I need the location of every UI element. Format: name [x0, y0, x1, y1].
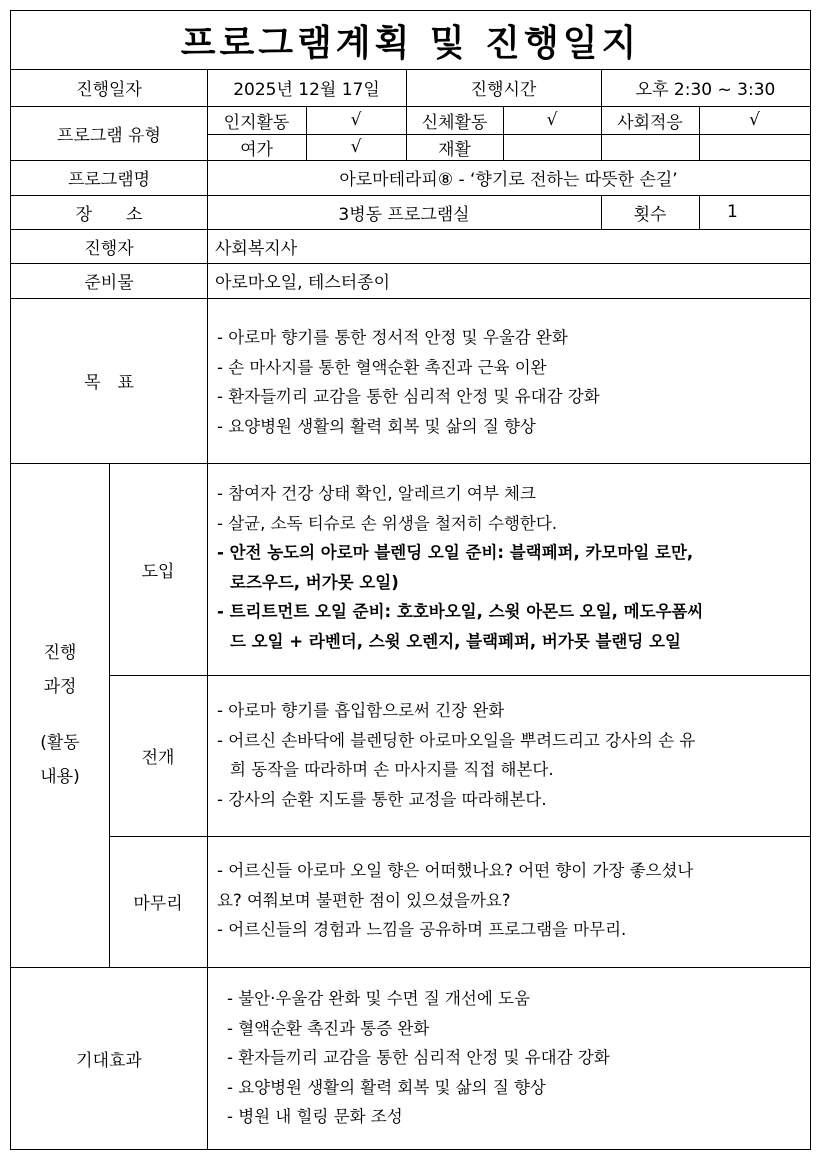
list-item: 요? 여쭤보며 불편한 점이 있으셨을까요?	[217, 890, 511, 910]
list-item: - 아로마 향기를 흡입함으로써 긴장 완화	[217, 701, 505, 720]
list-item: - 어르신 손바닥에 블렌딩한 아로마오일을 뿌려드리고 강사의 손 유	[217, 730, 696, 750]
list-item: 드 오일 + 라벤더, 스윗 오렌지, 블랙페퍼, 버가못 블랜딩 오일	[230, 631, 681, 651]
list-item: - 요양병원 생활의 활력 회복 및 삶의 질 향상	[227, 1077, 546, 1097]
list-item: - 아로마 향기를 통한 정서적 안정 및 우울감 완화	[217, 328, 568, 347]
intro-label: 도입	[141, 561, 175, 582]
develop-list	[217, 696, 695, 814]
list-item: - 병원 내 힐링 문화 조성	[227, 1107, 403, 1126]
list-item: - 손 마사지를 통한 혈액순환 촉진과 근육 이완	[217, 357, 547, 377]
effects-list	[227, 984, 610, 1132]
rule	[109, 675, 810, 676]
page-title: 프로그램계획 및 진행일지	[180, 22, 641, 64]
presenter-label: 진행자	[84, 238, 134, 259]
type-cognitive: 인지활동	[223, 112, 290, 133]
plan-log-form	[10, 10, 811, 1150]
time-label: 진행시간	[470, 80, 537, 100]
list-item: - 살균, 소독 티슈로 손 위생을 철저히 수행한다.	[217, 513, 558, 533]
list-item: - 참여자 건강 상태 확인, 알레르기 여부 체크	[217, 484, 536, 503]
date-label: 진행일자	[76, 80, 142, 100]
type-leisure-check: √	[350, 137, 362, 157]
list-item: - 혈액순환 촉진과 통증 완화	[227, 1018, 430, 1038]
count-value: 1	[727, 202, 738, 222]
presenter-value: 사회복지사	[215, 238, 298, 259]
effects-label: 기대효과	[76, 1050, 142, 1071]
program-name-value: 아로마테라피⑧ - ‘향기로 전하는 따뜻한 손길’	[339, 170, 678, 190]
list-item: - 환자들끼리 교감을 통한 심리적 안정 및 유대감 강화	[217, 387, 600, 406]
list-item: - 안전 농도의 아로마 블렌딩 오일 준비: 블랙페퍼, 카모마일 로만,	[217, 543, 694, 562]
type-leisure: 여가	[240, 139, 273, 160]
goals-label: 목 표	[84, 373, 134, 393]
date-value: 2025년 12월 17일	[233, 80, 380, 100]
type-rehab: 재활	[438, 139, 471, 160]
materials-label: 준비물	[84, 273, 134, 293]
type-rehab-check	[503, 134, 601, 160]
type-cognitive-check: √	[350, 110, 362, 130]
materials-value: 아로마오일, 테스터종이	[215, 273, 391, 293]
program-name-label: 프로그램명	[67, 170, 151, 190]
list-item: - 요양병원 생활의 활력 회복 및 삶의 질 향상	[217, 416, 536, 436]
time-value: 오후 2:30 ~ 3:30	[635, 80, 776, 100]
develop-label: 전개	[141, 748, 175, 768]
closing-list	[217, 856, 693, 945]
list-item: 희 동작을 따라하며 손 마사지를 직접 해본다.	[230, 760, 554, 779]
place-label: 장 소	[75, 204, 143, 225]
list-item: - 트리트먼트 오일 준비: 호호바오일, 스윗 아몬드 오일, 메도우폼씨	[217, 602, 704, 621]
type-physical-check: √	[546, 110, 558, 130]
type-social: 사회적응	[617, 112, 683, 133]
list-item: - 어르신들 아로마 오일 향은 어떠했나요? 어떤 향이 가장 좋으셨나	[217, 861, 694, 880]
list-item: - 환자들끼리 교감을 통한 심리적 안정 및 유대감 강화	[227, 1048, 610, 1067]
intro-list	[217, 479, 703, 656]
process-label: 진행 과정 (활동 내용)	[40, 643, 80, 787]
type-social-check: √	[749, 110, 760, 130]
list-item: - 불안·우울감 완화 및 수면 질 개선에 도움	[227, 989, 530, 1008]
type-physical: 신체활동	[421, 112, 488, 133]
list-item: 로즈우드, 버가못 오일)	[230, 572, 399, 592]
list-item: - 강사의 순환 지도를 통한 교정을 따라해본다.	[217, 789, 547, 809]
closing-label: 마무리	[133, 894, 183, 914]
rule	[109, 836, 810, 837]
list-item: - 어르신들의 경험과 느낌을 공유하며 프로그램을 마무리.	[217, 920, 627, 939]
count-label: 횟수	[633, 204, 667, 225]
program-type-label: 프로그램 유형	[57, 125, 161, 146]
place-value: 3병동 프로그램실	[338, 204, 470, 225]
goals-list	[217, 323, 600, 441]
